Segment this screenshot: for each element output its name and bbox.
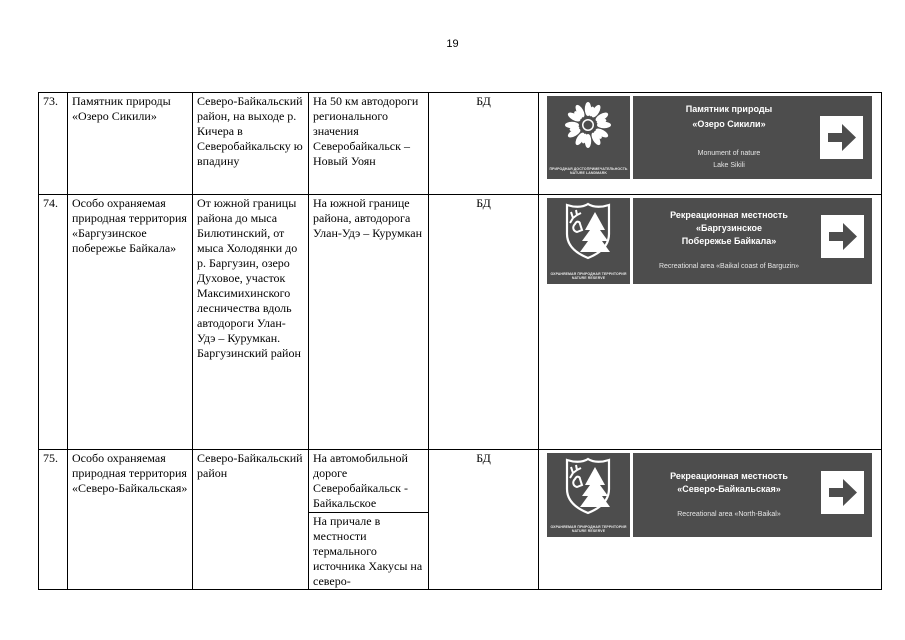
row-number: 75. bbox=[39, 450, 68, 590]
table-row bbox=[39, 195, 882, 450]
sign-title: Побережье Байкала» bbox=[681, 236, 777, 246]
table-row bbox=[39, 93, 882, 195]
sign-placement-secondary: На причале в местности термального источника Хакусы на северо- bbox=[313, 514, 423, 588]
logo-caption: ОХРАНЯЕМАЯ ПРИРОДНАЯ ТЕРРИТОРИЯ NATURE RESERVE bbox=[550, 525, 627, 533]
object-name: Особо охраняемая природная территория «Баргузинское побережье Байкала» bbox=[68, 195, 193, 450]
object-location: От южной границы района до мыса Билютинский, от мыса Холодянки до р. Баргузин, озеро Духовое, участок Максимихинского лесничества вдоль автодороги Улан-Удэ – Курумкан. Баргузинский район bbox=[193, 195, 309, 450]
sign-english-text: Monument of nature bbox=[697, 150, 761, 157]
road-sign bbox=[539, 450, 880, 551]
sign-title: Памятник природы bbox=[685, 104, 773, 114]
sign-english-text: Recreational area «Baikal coast of Barguzin» bbox=[658, 263, 800, 270]
object-name: Памятник природы «Озеро Сикили» bbox=[68, 93, 193, 195]
sign-text-panel bbox=[633, 96, 872, 179]
daisy-flower-icon bbox=[563, 100, 613, 150]
sign-logo-panel bbox=[547, 198, 630, 284]
sign-title: «Северо-Байкальская» bbox=[677, 484, 781, 494]
arrow-right-icon bbox=[820, 116, 863, 159]
object-name: Особо охраняемая природная территория «Северо-Байкальская» bbox=[68, 450, 193, 590]
sign-logo-panel bbox=[547, 453, 630, 537]
budget-code: БД bbox=[429, 450, 539, 590]
object-location: Северо-Байкальский район, на выходе р. Кичера в Северобайкальску ю впадину bbox=[193, 93, 309, 195]
sign-image-cell bbox=[539, 450, 882, 590]
sign-placement-primary: На автомобильной дороге Северобайкальск - Байкальское bbox=[309, 451, 428, 513]
deer-tree-shield-icon bbox=[563, 202, 613, 260]
sign-english-text: Recreational area «North-Baikal» bbox=[677, 511, 781, 518]
arrow-right-icon bbox=[821, 471, 864, 514]
sign-logo-panel bbox=[547, 96, 630, 179]
sign-title: «Баргузинское bbox=[696, 223, 762, 233]
budget-code: БД bbox=[429, 195, 539, 450]
sign-image-cell bbox=[539, 93, 882, 195]
sign-text-panel bbox=[633, 453, 872, 537]
sign-title: Рекреационная местность bbox=[670, 210, 788, 220]
sign-text-panel bbox=[633, 198, 872, 284]
signage-table bbox=[38, 92, 882, 590]
road-sign bbox=[539, 195, 880, 296]
page-number: 19 bbox=[446, 38, 459, 50]
sign-placement: На южной границе района, автодорога Улан-Удэ – Курумкан bbox=[309, 195, 429, 450]
row-number: 74. bbox=[39, 195, 68, 450]
road-sign bbox=[539, 93, 880, 194]
logo-caption: ОХРАНЯЕМАЯ ПРИРОДНАЯ ТЕРРИТОРИЯ NATURE RESERVE bbox=[550, 272, 627, 280]
row-number: 73. bbox=[39, 93, 68, 195]
sign-image-cell bbox=[539, 195, 882, 450]
sign-placement bbox=[309, 450, 429, 590]
logo-caption: ПРИРОДНАЯ ДОСТОПРИМЕЧАТЕЛЬНОСТЬ NATURE LANDMARK bbox=[549, 167, 628, 175]
table-row bbox=[39, 450, 882, 590]
sign-placement: На 50 км автодороги регионального значения Северобайкальск – Новый Уоян bbox=[309, 93, 429, 195]
sign-title: «Озеро Сикили» bbox=[692, 119, 766, 129]
sign-title: Рекреационная местность bbox=[670, 471, 788, 481]
object-location: Северо-Байкальский район bbox=[193, 450, 309, 590]
budget-code: БД bbox=[429, 93, 539, 195]
sign-english-text: Lake Sikili bbox=[713, 162, 745, 169]
arrow-right-icon bbox=[821, 215, 864, 258]
deer-tree-shield-icon bbox=[563, 457, 613, 515]
